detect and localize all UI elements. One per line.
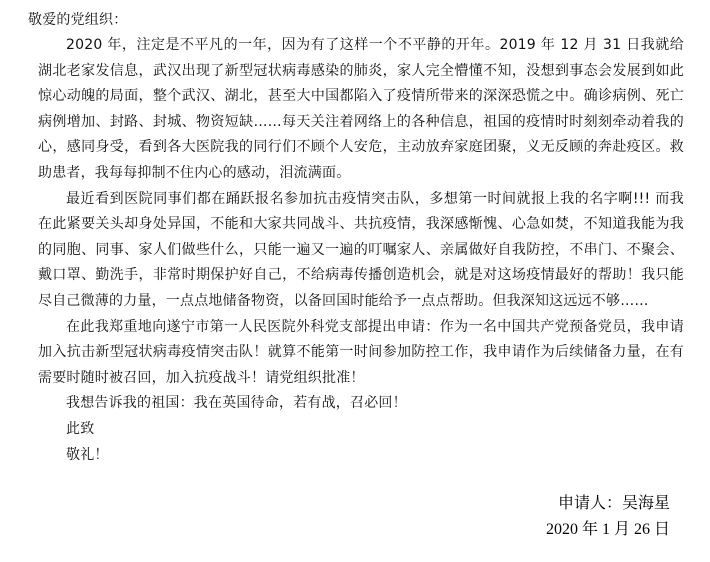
closing-jingli: 敬礼！	[66, 446, 109, 463]
letter-paragraph-2: 最近看到医院同事们都在踊跃报名参加抗击疫情突击队，多想第一时间就报上我的名字啊!!! 而我在此紧要关头却身处异国，不能和大家共同战斗、共抗疫情，我深感惭愧、心急如焚，不知道我能为我的同胞、同事、家人们做些什么，只能一遍又一遍的叮嘱家人、亲属做好自我防控，不串门、不聚会、戴口罩、勤洗手，非常时期保护好自己，不给病毒传播创造机会，就是对这场疫情最好的帮助！我只能尽自己微薄的力量，一点点地储备物资，以备回国时能给予一点点帮助。但我深知这远远不够……	[38, 190, 684, 309]
letter-paragraph-3: 在此我郑重地向遂宁市第一人民医院外科党支部提出申请：作为一名中国共产党预备党员，我申请加入抗击新型冠状病毒疫情突击队！就算不能第一时间参加防控工作，我申请作为后续储备力量，在有需要时随时被召回，加入抗疫战斗！请党组织批准！	[38, 318, 684, 386]
letter-paragraph-1: 2020 年，注定是不平凡的一年，因为有了这样一个不平静的开年。2019 年 12 月 31 日我就给湖北老家发信息，武汉出现了新型冠状病毒感染的肺炎，家人完全懵懂不知，没想到事态会发展到如此惊心动魄的局面，整个武汉、湖北，甚至大中国都陷入了疫情所带来的深深恐慌之中。确诊病例、死亡病例增加、封路、封城、物资短缺……每天关注着网络上的各种信息，祖国的疫情时时刻刻牵动着我的心，感同身受，看到各大医院我的同行们不顾个人安危，主动放弃家庭团聚，义无反顾的奔赴疫区。救助患者，我每每抑制不住内心的感动，泪流满面。	[38, 37, 684, 181]
applicant-signature: 申请人：吴海星	[557, 495, 670, 512]
letter-date: 2020 年 1 月 26 日	[545, 521, 670, 538]
letter-salutation: 敬爱的党组织：	[28, 12, 128, 28]
closing-zhici: 此致	[66, 420, 95, 437]
letter-declaration: 我想告诉我的祖国：我在英国待命，若有战，召必回！	[66, 395, 407, 412]
